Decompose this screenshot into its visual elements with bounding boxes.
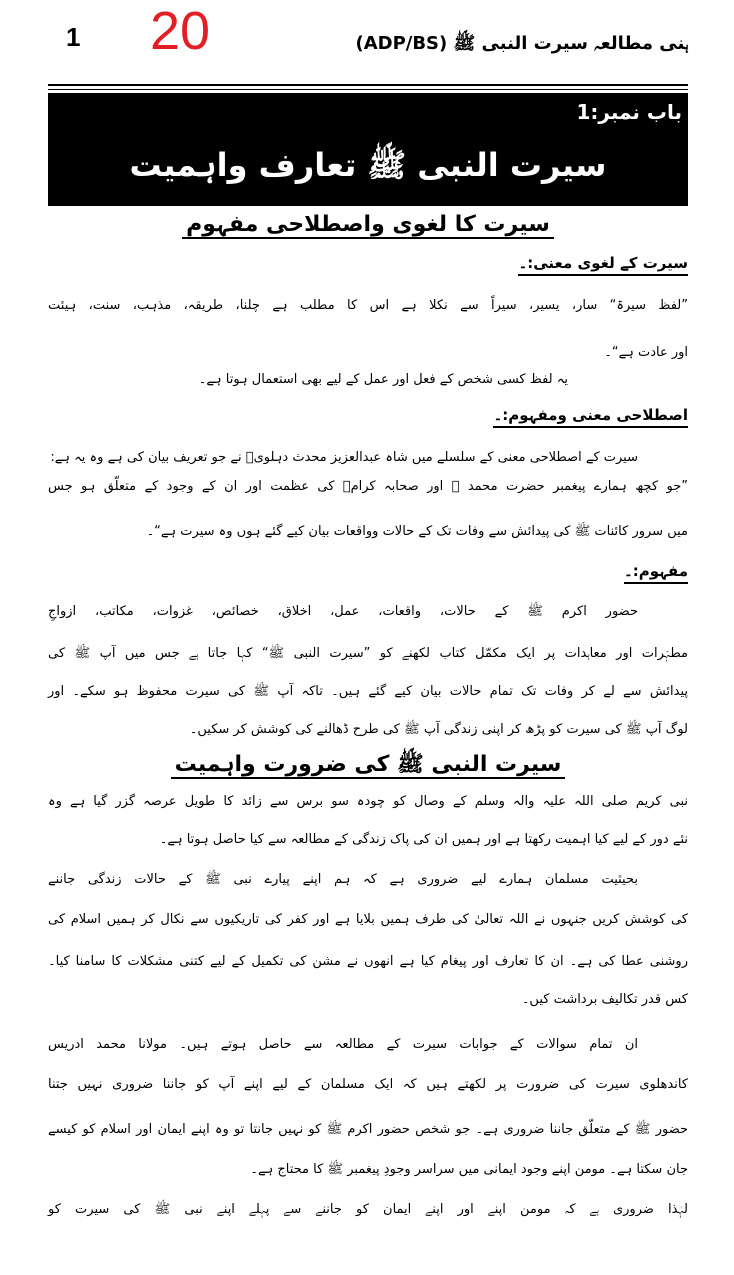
paragraph-line: روشنی عطا کی ہے۔ ان کا تعارف اور پیغام کیا ہے انھوں نے مشن کی تکمیل کے لیے کتنی مشکلات کا سامنا کیا۔ — [48, 954, 688, 969]
section-title-importance: سیرت النبی ﷺ کی ضرورت واہمیت — [48, 750, 688, 782]
heading-lughawi: سیرت کے لغوی معنی:۔ — [518, 254, 688, 276]
paragraph-line: سیرت کے اصطلاحی معنی کے سلسلے میں شاہ عبدالعزیز محدث دہلویؒ نے جو تعریف بیان کی ہے وہ یہ ہے: — [50, 450, 638, 465]
paragraph-line: ”جو کچھ ہمارے پیغمبر حضرت محمد ﷺ اور صحابہ کرامؓ کی عظمت اور ان کے وجود کے متعلّق ہو جس — [48, 479, 688, 494]
paragraph-line: بحیثیت مسلمان ہمارے لیے ضروری ہے کہ ہم اپنے پیارے نبی ﷺ کے حالات زندگی جاننے — [48, 872, 638, 887]
paragraph-line: نئے دور کے لیے کیا اہمیت رکھتا ہے اور ہمیں ان کی پاک زندگی کے مطالعہ سے کیا حاصل ہوتا ہے۔ — [159, 832, 688, 847]
paragraph-line: مطہّرات اور معاہدات پر ایک مکمّل کتاب لکھنے کو ”سیرت النبی ﷺ“ کہا جاتا ہے جس میں آپ ﷺ کی — [48, 646, 688, 661]
paragraph-line: پیدائش سے لے کر وفات تک تمام حالات بیان کیے گئے ہیں۔ تاکہ آپ ﷺ کی سیرت محفوظ ہو سکے۔ اور — [48, 684, 688, 699]
heading-istilahi: اصطلاحی معنی ومفہوم:۔ — [493, 406, 688, 428]
section-title: سیرت کا لغوی واصطلاحی مفہوم — [48, 212, 688, 237]
paragraph-line: حضور ﷺ کے متعلّق جاننا ضروری ہے۔ جو شخص حضور اکرم ﷺ کو نہیں جانتا تو وہ اپنے ایمان اور اسلام کو کیسے — [48, 1122, 688, 1137]
paragraph-line: ”لفظ سیرۃ“ سار، یسیر، سیراً سے نکلا ہے اس کا مطلب ہے چلنا، طریقہ، مذہب، سنت، ہیئت — [48, 298, 688, 313]
running-header-title: ہنی مطالعہ سیرت النبی ﷺ (ADP/BS) — [355, 33, 688, 54]
header-rule — [48, 84, 688, 86]
header-rule-thin — [48, 89, 688, 90]
paragraph-line: لوگ آپ ﷺ کی سیرت کو پڑھ کر اپنی زندگی آپ ﷺ کی طرح ڈھالنے کی کوشش کر سکیں۔ — [189, 722, 688, 737]
page-number: 1 — [66, 22, 81, 52]
red-page-number: 20 — [150, 1, 211, 61]
chapter-title: سیرت النبی ﷺ تعارف واہمیت — [129, 146, 607, 184]
paragraph-line: کی کوشش کریں جنہوں نے اللہ تعالیٰ کی طرف ہمیں بلایا ہے اور کفر کی تاریکیوں سے نکال کر ہمیں اسلام کی — [48, 912, 688, 927]
paragraph-line: کاندھلوی سیرت کی ضرورت پر لکھتے ہیں کہ ایک مسلمان کے لیے اپنے آپ کو جاننا ضروری نہیں جتنا — [48, 1077, 688, 1092]
heading-mafhoom: مفہوم:۔ — [624, 562, 688, 584]
paragraph-line: ان تمام سوالات کے جوابات سیرت کے مطالعہ سے حاصل ہوتے ہیں۔ مولانا محمد ادریس — [48, 1037, 638, 1052]
paragraph-line: میں سرور کائنات ﷺ کی پیدائش سے وفات تک کے حالات وواقعات بیان کیے گئے ہوں وہ سیرت ہے“۔ — [146, 524, 688, 539]
paragraph-line: یہ لفظ کسی شخص کے فعل اور عمل کے لیے بھی استعمال ہوتا ہے۔ — [198, 372, 568, 387]
paragraph-line: حضور اکرم ﷺ کے حالات، واقعات، عمل، اخلاق، خصائص، غزوات، مکاتب، ازواجِ — [48, 604, 638, 619]
paragraph-line: اور عادت ہے“۔ — [604, 345, 688, 360]
paragraph-line: کس قدر تکالیف برداشت کیں۔ — [521, 992, 688, 1007]
paragraph-line: جان سکتا ہے۔ مومن اپنے وجود ایمانی میں سراسر وجودِ پیغمبر ﷺ کا محتاج ہے۔ — [250, 1162, 688, 1177]
paragraph-line: لہٰذا ضروری ہے کہ مومن اپنے اور اپنے ایمان کو جاننے سے پہلے اپنے نبی ﷺ کی سیرت کو — [48, 1202, 688, 1217]
paragraph-line: نبی کریم صلی اللہ علیہ والہ وسلم کے وصال کو چودہ سو برس سے زائد کا طویل عرصہ گزر گیا ہے وہ — [48, 794, 688, 809]
chapter-number: باب نمبر:1 — [576, 100, 682, 124]
